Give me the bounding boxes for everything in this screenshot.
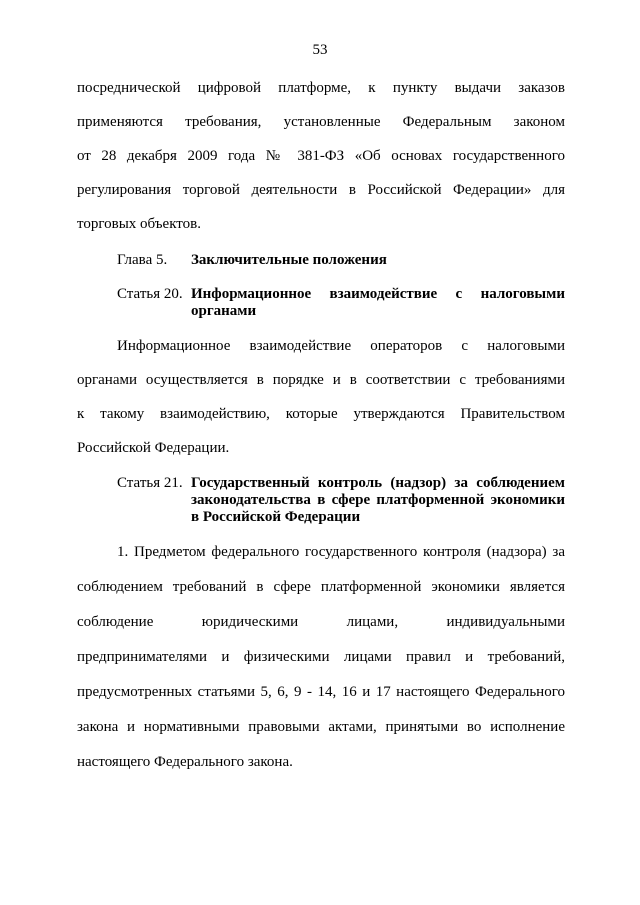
article20-body-line-2: органами осуществляется в порядке и в соответствии с требованиями bbox=[77, 372, 565, 388]
article21-title-line-1: Государственный контроль (надзор) за соблюдением bbox=[191, 475, 565, 491]
article20-body-line-4: Российской Федерации. bbox=[77, 440, 230, 456]
article20-body-line-1: Информационное взаимодействие операторов с налоговыми bbox=[117, 338, 565, 354]
article21-body-line-2: соблюдением требований в сфере платформенной экономики является bbox=[77, 579, 565, 595]
article21-body-line-3: соблюдение юридическими лицами, индивидуальными bbox=[77, 614, 565, 630]
article20-title bbox=[191, 286, 565, 320]
article21-body-line-1: 1. Предметом федерального государственного контроля (надзора) за bbox=[117, 544, 565, 560]
para1-line-1: посреднической цифровой платформе, к пункту выдачи заказов bbox=[77, 80, 565, 96]
article21-body-line-6: закона и нормативными правовыми актами, принятыми во исполнение bbox=[77, 719, 565, 735]
article21-body-line-5: предусмотренных статьями 5, 6, 9 - 14, 16 и 17 настоящего Федерального bbox=[77, 684, 565, 700]
article20-title-line-2: органами bbox=[191, 303, 257, 319]
article21-body-line-4: предпринимателями и физическими лицами правил и требований, bbox=[77, 649, 565, 665]
article21-title-line-2: законодательства в сфере платформенной экономики bbox=[191, 492, 565, 508]
article20-label: Статья 20. bbox=[117, 286, 183, 302]
article20-title-line-1: Информационное взаимодействие с налоговыми bbox=[191, 286, 565, 302]
para1-line-4: регулирования торговой деятельности в Российской Федерации» для bbox=[77, 182, 565, 198]
article21-title-line-3: в Российской Федерации bbox=[191, 509, 361, 525]
article21-label: Статья 21. bbox=[117, 475, 183, 491]
article21-body-line-7: настоящего Федерального закона. bbox=[77, 754, 293, 770]
page-number: 53 bbox=[312, 42, 328, 58]
para1-line-3: от 28 декабря 2009 года № 381-ФЗ «Об основах государственного bbox=[77, 148, 565, 164]
para1-line-5: торговых объектов. bbox=[77, 216, 201, 232]
chapter-title: Заключительные положения bbox=[191, 252, 387, 268]
article21-title bbox=[191, 475, 565, 526]
chapter-label: Глава 5. bbox=[117, 252, 168, 268]
article20-body-line-3: к такому взаимодействию, которые утверждаются Правительством bbox=[77, 406, 565, 422]
para1-line-2: применяются требования, установленные Федеральным законом bbox=[77, 114, 565, 130]
